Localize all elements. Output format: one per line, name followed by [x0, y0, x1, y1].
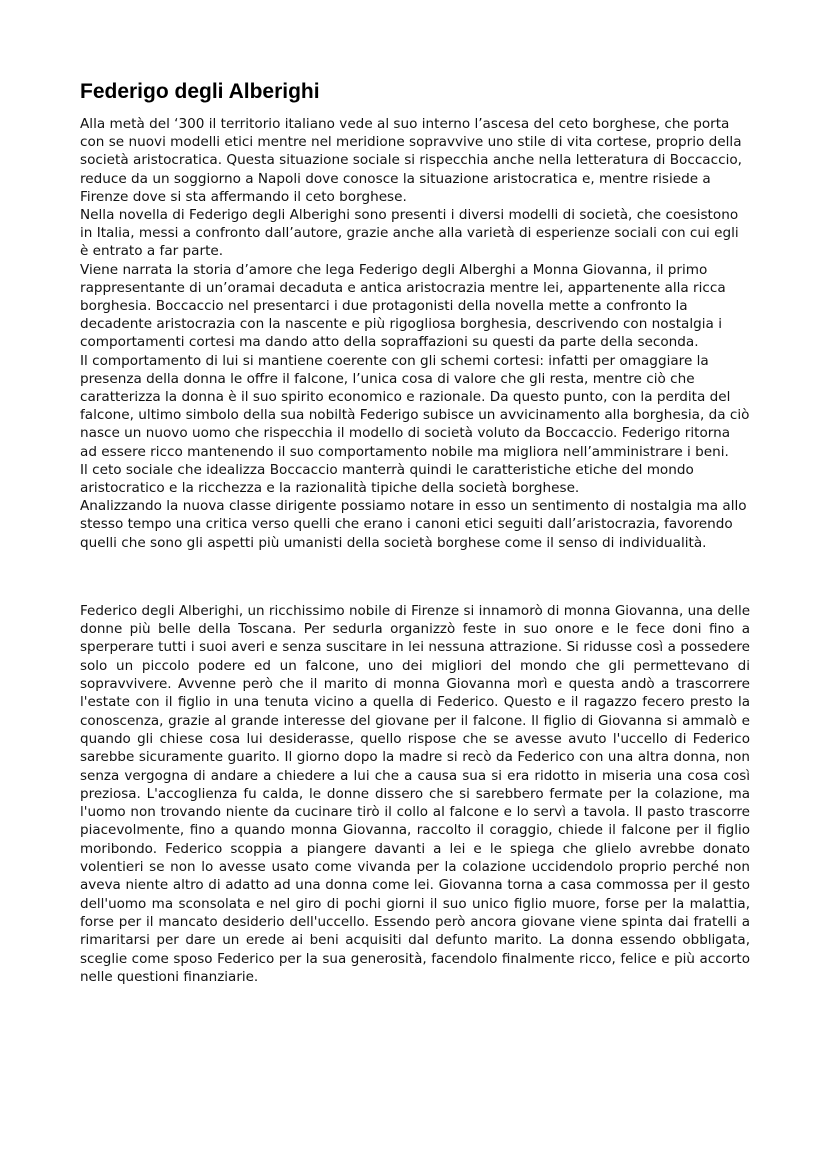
- page-title: Federigo degli Alberighi: [80, 80, 320, 103]
- paragraph: Alla metà del ‘300 il territorio italiano vede al suo interno l’ascesa del ceto borghese, che porta con se nuovi modelli etici mentre nel meridione sopravvive uno stile di vita cortese, proprio della società aristocratica. Questa situazione sociale si rispecchia anche nella letteratura di Boccaccio, reduce da un soggiorno a Napoli dove conosce la situazione aristocratica e, mentre risiede a Firenze dove si sta affermando il ceto borghese.: [80, 116, 743, 205]
- summary-section: [80, 602, 750, 986]
- section-spacer: [80, 552, 750, 602]
- paragraph: Il comportamento di lui si mantiene coerente con gli schemi cortesi: infatti per omaggiare la presenza della donna le offre il falcone, l’unica cosa di valore che gli resta, mentre ciò che caratterizza la donna è il suo spirito economico e razionale. Da questo punto, con la perdita del falcone, ultimo simbolo della sua nobiltà Federigo subisce un avvicinamento alla borghesia, da ciò nasce un nuovo uomo che rispecchia il modello di società voluto da Boccaccio. Federigo ritorna ad essere ricco mantenendo il suo comportamento nobile ma migliora nell’amministrare i beni.: [80, 352, 750, 460]
- paragraph: Nella novella di Federigo degli Alberighi sono presenti i diversi modelli di società, che coesistono in Italia, messi a confronto dall’autore, grazie anche alla varietà di esperienze sociali con cui egli è entrato a far parte.: [80, 207, 739, 260]
- paragraph: Il ceto sociale che idealizza Boccaccio manterrà quindi le caratteristiche etiche del mondo aristocratico e la ricchezza e la razionalità tipiche della società borghese.: [80, 461, 694, 497]
- analysis-section: [80, 115, 750, 552]
- summary-paragraph: Federico degli Alberighi, un ricchissimo nobile di Firenze si innamorò di monna Giovanna, una delle donne più belle della Toscana. Per sedurla organizzò feste in suo onore e le fece doni fino a sperperare tutti i suoi averi e senza suscitare in lei nessuna attrazione. Si ridusse così a possedere solo un piccolo podere ed un falcone, uno dei migliori del mondo che gli permettevano di sopravvivere. Avvenne però che il marito di monna Giovanna morì e questa andò a trascorrere l'estate con il figlio in una tenuta vicino a quella di Federico. Questo e il ragazzo fecero presto la conoscenza, grazie al grande interesse del giovane per il falcone. Il figlio di Giovanna si ammalò e quando gli chiese cosa lui desiderasse, quello rispose che se avesse avuto l'uccello di Federico sarebbe sicuramente guarito. Il giorno dopo la madre si recò da Federico con una altra donna, non senza vergogna di andare a chiedere a lui che a causa sua si era ridotto in miseria una cosa così preziosa. L'accoglienza fu calda, le donne dissero che si sarebbero fermate per la colazione, ma l'uomo non trovando niente da cucinare tirò il collo al falcone e lo servì a tavola. Il pasto trascorre piacevolmente, fino a quando monna Giovanna, raccolto il coraggio, chiede il falcone per il figlio moribondo. Federico scoppia a piangere davanti a lei e le spiega che glielo avrebbe donato volentieri se non lo avesse usato come vivanda per la colazione uccidendolo proprio perché non aveva niente altro di adatto ad una donna come lei. Giovanna torna a casa commossa per il gesto dell'uomo ma sconsolata e nel giro di pochi giorni il suo unico figlio muore, forse per la malattia, forse per il mancato desiderio dell'uccello. Essendo però ancora giovane viene spinta dai fratelli a rimaritarsi per dare un erede ai beni acquisiti dal defunto marito. La donna essendo obbligata, sceglie come sposo Federico per la sua generosità, facendolo finalmente ricco, felice e più accorto nelle questioni finanziarie.: [80, 602, 750, 985]
- paragraph: Analizzando la nuova classe dirigente possiamo notare in esso un sentimento di nostalgia ma allo stesso tempo una critica verso quelli che erano i canoni etici seguiti dall’aristocrazia, favorendo quelli che sono gli aspetti più umanisti della società borghese come il senso di individualità.: [80, 498, 747, 551]
- document-page: [80, 78, 750, 986]
- paragraph: Viene narrata la storia d’amore che lega Federigo degli Alberghi a Monna Giovanna, il primo rappresentante di un’oramai decaduta e antica aristocrazia mentre lei, appartenente alla ricca borghesia. Boccaccio nel presentarci i due protagonisti della novella mette a confronto la decadente aristocrazia con la nascente e più rigogliosa borghesia, descrivendo con nostalgia i comportamenti cortesi ma dando atto della sopraffazioni su questi da parte della seconda.: [80, 261, 726, 351]
